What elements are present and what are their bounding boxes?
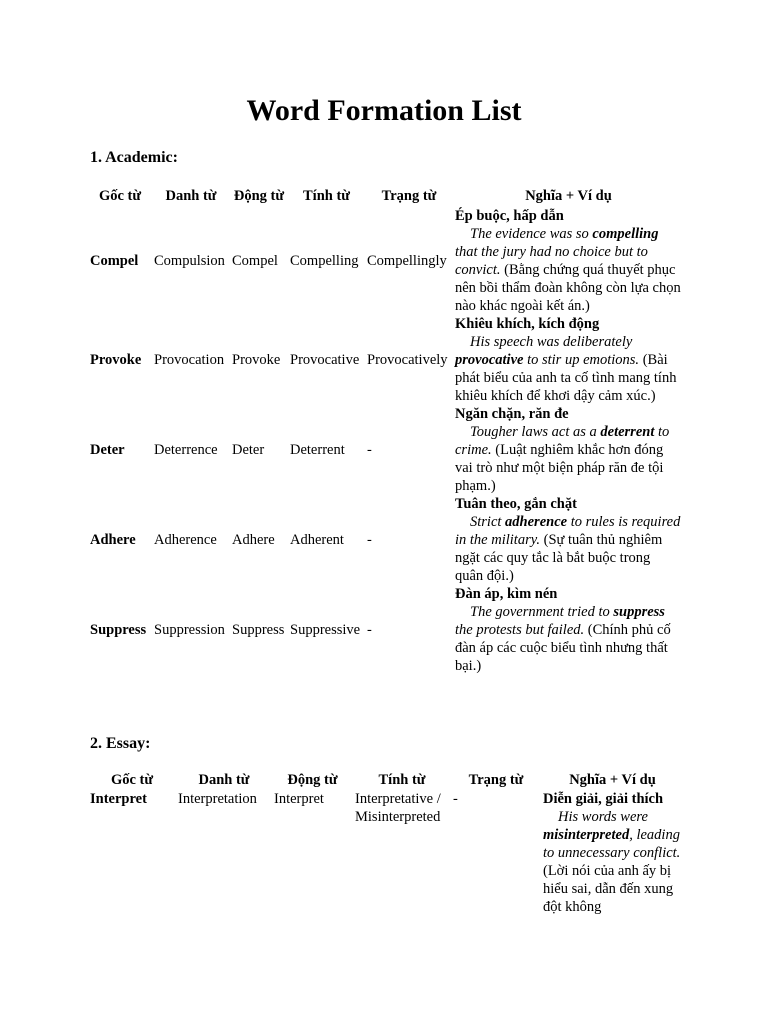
word-table-academic [88, 185, 684, 675]
example-translation: (Sự tuân thủ nghiêm ngặt các quy tắc là bắt buộc trong quân đội.) [455, 532, 663, 584]
meaning-title: Ngăn chặn, răn đe [455, 406, 569, 422]
col-header-adjective: Tính từ [378, 772, 426, 788]
table-row [88, 405, 684, 495]
cell-adverb: - [367, 622, 372, 638]
cell-root: Provoke [90, 352, 142, 368]
cell-root: Deter [90, 442, 125, 458]
example-keyword: suppress [613, 604, 665, 620]
cell-adverb: - [367, 442, 372, 458]
table-header-row [88, 770, 684, 790]
word-table-essay [88, 770, 684, 916]
col-header-adjective: Tính từ [303, 188, 350, 204]
example-sentence: Strict adherence to rules is required in the military. [455, 514, 681, 548]
cell-meaning [453, 405, 684, 495]
cell-root: Suppress [90, 622, 147, 638]
table-row [88, 585, 684, 675]
example-sentence: The government tried to suppress the protests but failed. [455, 604, 665, 638]
meaning-example [455, 333, 682, 405]
cell-meaning [453, 495, 684, 585]
page-title: Word Formation List [246, 94, 522, 127]
cell-meaning [453, 207, 684, 315]
table-row [88, 315, 684, 405]
cell-noun: Provocation [154, 352, 225, 368]
example-sentence: The evidence was so compelling that the jury had no choice but to convict. [455, 226, 659, 278]
table-header-row [88, 185, 684, 207]
col-header-meaning: Nghĩa + Ví dụ [525, 188, 612, 204]
meaning-example [455, 513, 682, 585]
cell-adverb: Provocatively [367, 352, 448, 368]
example-keyword: adherence [505, 514, 568, 530]
example-translation: (Lời nói của anh ấy bị hiểu sai, dẫn đến xung đột không [543, 863, 674, 915]
example-sentence: Tougher laws act as a deterrent to crime. [455, 424, 670, 458]
cell-adjective: Deterrent [290, 442, 345, 458]
meaning-example [455, 225, 682, 315]
meaning-example [455, 423, 682, 495]
cell-adjective: Interpretative / Misinterpreted [355, 791, 441, 825]
example-keyword: misinterpreted [543, 827, 630, 843]
cell-verb: Interpret [274, 791, 324, 807]
meaning-title: Diễn giải, giải thích [543, 791, 664, 807]
cell-adjective: Suppressive [290, 622, 361, 638]
meaning-title: Tuân theo, gắn chặt [455, 496, 577, 512]
example-sentence: His words were misinterpreted, leading to unnecessary conflict. [543, 809, 681, 861]
example-keyword: deterrent [600, 424, 655, 440]
cell-root: Interpret [90, 791, 147, 807]
table-row [88, 790, 684, 916]
col-header-verb: Động từ [233, 188, 285, 204]
table-row [88, 207, 684, 315]
cell-noun: Compulsion [154, 253, 225, 269]
meaning-example [543, 808, 682, 916]
cell-noun: Deterrence [154, 442, 218, 458]
col-header-adverb: Trạng từ [468, 772, 524, 788]
col-header-noun: Danh từ [198, 772, 250, 788]
cell-verb: Provoke [232, 352, 281, 368]
meaning-title: Khiêu khích, kích động [455, 316, 600, 332]
cell-adjective: Compelling [290, 253, 359, 269]
cell-verb: Compel [232, 253, 278, 269]
example-sentence: His speech was deliberately provocative to stir up emotions. [455, 334, 640, 368]
col-header-root: Gốc từ [98, 188, 142, 204]
meaning-title: Đàn áp, kìm nén [455, 586, 558, 602]
cell-verb: Suppress [232, 622, 285, 638]
cell-meaning [541, 790, 684, 916]
cell-noun: Suppression [154, 622, 225, 638]
col-header-noun: Danh từ [165, 188, 217, 204]
meaning-example [455, 603, 682, 675]
cell-adverb: - [367, 532, 372, 548]
cell-root: Adhere [90, 532, 136, 548]
col-header-root: Gốc từ [110, 772, 154, 788]
cell-adverb: Compellingly [367, 253, 447, 269]
meaning-title: Ép buộc, hấp dẫn [455, 208, 564, 224]
cell-root: Compel [90, 253, 139, 269]
cell-meaning [453, 315, 684, 405]
cell-adjective: Adherent [290, 532, 344, 548]
example-translation: (Bằng chứng quá thuyết phục nên bồi thẩm đoàn không còn lựa chọn nào khác ngoài kết án.) [455, 262, 681, 314]
cell-verb: Deter [232, 442, 265, 458]
example-keyword: compelling [592, 226, 659, 242]
col-header-verb: Động từ [287, 772, 338, 788]
col-header-adverb: Trạng từ [381, 188, 437, 204]
cell-adjective: Provocative [290, 352, 360, 368]
cell-meaning [453, 585, 684, 675]
cell-noun: Interpretation [178, 791, 257, 807]
example-translation: (Bài phát biểu của anh ta cố tình mang tính khiêu khích để khơi dậy cảm xúc.) [455, 352, 677, 404]
cell-adverb: - [453, 791, 458, 807]
col-header-meaning: Nghĩa + Ví dụ [569, 772, 656, 788]
example-translation: (Luật nghiêm khắc hơn đóng vai trò như một biện pháp răn đe tội phạm.) [455, 442, 664, 494]
example-translation: (Chính phủ cố đàn áp các cuộc biểu tình nhưng thất bại.) [455, 622, 671, 674]
section-heading-essay: 2. Essay: [90, 735, 151, 752]
cell-verb: Adhere [232, 532, 275, 548]
table-row [88, 495, 684, 585]
section-heading-academic: 1. Academic: [90, 149, 178, 166]
example-keyword: provocative [455, 352, 524, 368]
cell-noun: Adherence [154, 532, 217, 548]
